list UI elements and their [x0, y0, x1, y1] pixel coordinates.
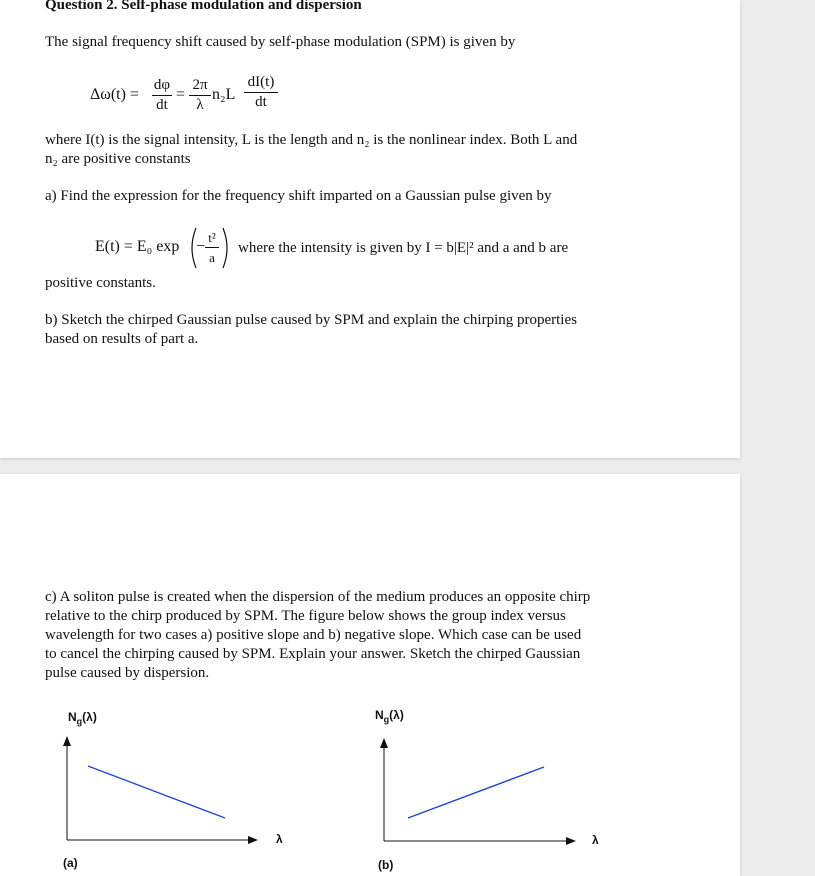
eq2-minus: − — [196, 238, 206, 255]
fig-b-ylabel: $N_g(\lambda)$ — [375, 708, 404, 725]
fig-a-xlabel: λ — [276, 832, 283, 846]
part-c-line5: pulse caused by dispersion. — [45, 665, 210, 681]
eq2-right-paren — [221, 226, 233, 270]
page-1 — [0, 0, 740, 458]
fig-b-caption: (b) — [378, 858, 394, 872]
where-text-line1: where I(t) is the signal intensity, L is the length and n₂ is the nonlinear index. Both L and — [45, 132, 578, 148]
part-c-line4: to cancel the chirping caused by SPM. Explain your answer. Sketch the chirped Gaussian — [45, 646, 581, 662]
eq1-frac2-den: λ — [196, 97, 204, 113]
eq1-frac3-num: dI(t) — [247, 74, 275, 90]
part-b-line1: b) Sketch the chirped Gaussian pulse caused by SPM and explain the chirping properties — [45, 312, 577, 328]
eq1-mid: n₂L — [212, 86, 236, 103]
eq2-lhs: E(t) = E₀ exp — [95, 238, 180, 255]
fig-b-axes — [378, 734, 638, 854]
part-a-text: a) Find the expression for the frequency shift imparted on a Gaussian pulse given by — [45, 188, 552, 204]
fig-a-curve — [88, 766, 225, 818]
question-heading: Question 2. Self-phase modulation and dispersion — [45, 0, 362, 13]
fig-a-ylabel: $N_g(\lambda)$ — [68, 710, 97, 727]
fig-b-curve — [408, 767, 544, 818]
eq1-frac3 — [244, 74, 278, 111]
eq1-frac3-den: dt — [255, 94, 267, 110]
eq2-frac-num: t² — [208, 230, 216, 245]
part-c-line3: wavelength for two cases a) positive slope and b) negative slope. Which case can be used — [45, 627, 582, 643]
eq2-rest-text: where the intensity is given by I = b|E|² and a and b are — [238, 240, 569, 256]
eq1-frac1-den: dt — [156, 97, 168, 113]
eq1-lhs: Δω(t) = — [90, 86, 139, 103]
intro-text: The signal frequency shift caused by self-phase modulation (SPM) is given by — [45, 34, 516, 50]
eq1-eq-sign: = — [176, 86, 186, 103]
eq2-frac-den: a — [209, 250, 215, 265]
eq1-frac2-num: 2π — [192, 77, 208, 93]
part-c-line1: c) A soliton pulse is created when the dispersion of the medium produces an opposite chirp — [45, 589, 591, 605]
part-c-line2: relative to the chirp produced by SPM. The figure below shows the group index versus — [45, 608, 566, 624]
fig-b-xlabel: λ — [592, 833, 599, 847]
positive-constants-text: positive constants. — [45, 275, 156, 291]
eq1-frac1 — [152, 77, 172, 114]
fig-a-caption: (a) — [63, 856, 78, 870]
where-text-line2: n₂ are positive constants — [45, 151, 191, 167]
part-b-line2: based on results of part a. — [45, 331, 199, 347]
eq2-frac — [205, 229, 219, 266]
eq1-frac1-num: dφ — [153, 77, 171, 93]
page-2 — [0, 474, 740, 876]
eq1-frac2 — [189, 77, 211, 114]
